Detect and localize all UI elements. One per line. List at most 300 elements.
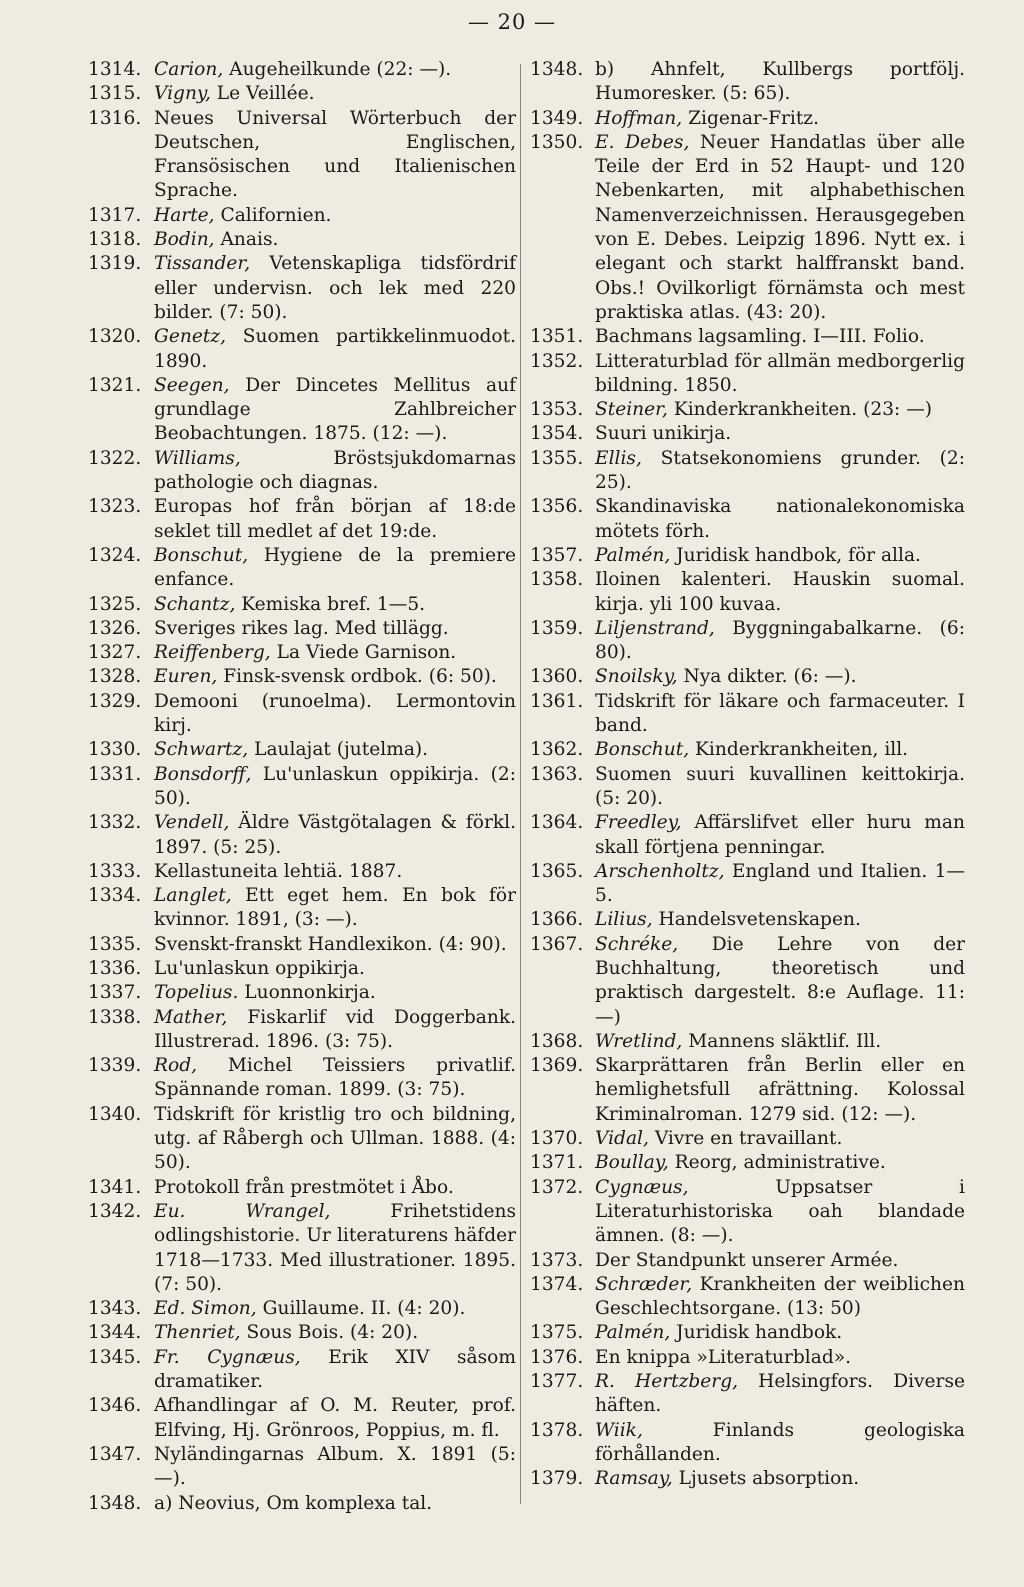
catalog-entry bbox=[530, 325, 965, 349]
entry-number: 1373. bbox=[530, 1249, 584, 1271]
entry-author: Bodin, bbox=[154, 229, 215, 251]
entry-author: Arschenholtz, bbox=[595, 860, 725, 882]
entry-number: 1338. bbox=[88, 1006, 142, 1028]
entry-number: 1322. bbox=[88, 447, 142, 469]
catalog-entry bbox=[88, 228, 516, 252]
catalog-entry bbox=[530, 665, 965, 689]
catalog-entry bbox=[88, 107, 516, 204]
entry-text bbox=[154, 1443, 516, 1492]
entry-title: Uppsatser i Literaturhistoriska oah blandade ämnen. (8: —). bbox=[595, 1176, 965, 1247]
entry-text bbox=[154, 1054, 516, 1103]
catalog-entry bbox=[530, 1419, 965, 1468]
catalog-entry bbox=[88, 1054, 516, 1103]
entry-author: Topelius. bbox=[154, 982, 239, 1004]
entry-text bbox=[154, 1321, 516, 1345]
catalog-entry bbox=[88, 1394, 516, 1443]
entry-title: Fiskarlif vid Doggerbank. Illustrerad. 1896. (3: 75). bbox=[154, 1006, 516, 1052]
entry-author: Ed. Simon, bbox=[154, 1298, 257, 1320]
catalog-entry bbox=[88, 495, 516, 544]
catalog-entry bbox=[88, 374, 516, 447]
entry-author: Bonschut, bbox=[595, 739, 690, 761]
catalog-entry bbox=[88, 544, 516, 593]
entry-text bbox=[154, 1492, 516, 1516]
entry-text bbox=[595, 1321, 965, 1345]
entry-number: 1335. bbox=[88, 933, 142, 955]
entry-author: Boullay, bbox=[595, 1152, 669, 1174]
entry-number: 1375. bbox=[530, 1322, 584, 1344]
catalog-entry bbox=[88, 1346, 516, 1395]
entry-author: Schréke, bbox=[595, 933, 679, 955]
entry-author: Vidal, bbox=[595, 1128, 649, 1150]
catalog-entry bbox=[88, 957, 516, 981]
entry-author: Carion, bbox=[154, 59, 224, 80]
catalog-entry bbox=[530, 1127, 965, 1151]
entry-text bbox=[595, 350, 965, 399]
entry-number: 1348. bbox=[530, 59, 584, 80]
catalog-entry bbox=[530, 860, 965, 909]
entry-title: Litteraturblad för allmän medborgerlig bildning. 1850. bbox=[595, 350, 965, 396]
entry-number: 1344. bbox=[88, 1322, 142, 1344]
entry-author: Liljenstrand, bbox=[595, 617, 715, 639]
entry-text bbox=[595, 1176, 965, 1249]
catalog-entry bbox=[88, 1200, 516, 1297]
entry-title: Finsk-svensk ordbok. (6: 50). bbox=[217, 666, 497, 688]
catalog-entry bbox=[88, 860, 516, 884]
entry-number: 1349. bbox=[530, 107, 584, 129]
entry-text bbox=[154, 811, 516, 860]
entry-number: 1315. bbox=[88, 83, 142, 105]
entry-title: Anais. bbox=[214, 229, 279, 251]
entry-text bbox=[154, 860, 516, 884]
entry-title: Ett eget hem. En bok för kvinnor. 1891, (3: —). bbox=[154, 885, 516, 931]
entry-title: Zigenar-Fritz. bbox=[682, 107, 820, 129]
left-column bbox=[88, 58, 516, 1516]
entry-number: 1336. bbox=[88, 957, 142, 979]
entry-title: Suomen suuri kuvallinen keittokirja. (5: 20). bbox=[595, 763, 965, 809]
entry-number: 1346. bbox=[88, 1395, 142, 1417]
entry-text bbox=[595, 131, 965, 325]
catalog-entry bbox=[88, 252, 516, 325]
entry-author: Schwartz, bbox=[154, 739, 249, 761]
entry-title: Skarprättaren från Berlin eller en hemlighetsfull afrättning. Kolossal Kriminalroman. 1279 sid. (12: —). bbox=[595, 1055, 965, 1125]
entry-author: Fr. Cygnæus, bbox=[154, 1346, 301, 1368]
entry-title: La Viede Garnison. bbox=[270, 642, 457, 664]
entry-text bbox=[154, 495, 516, 544]
entry-text bbox=[154, 252, 516, 325]
entry-title: Statsekonomiens grunder. (2: 25). bbox=[595, 447, 965, 494]
catalog-entry bbox=[88, 58, 516, 82]
entry-title: Tidskrift för läkare och farmaceuter. I band. bbox=[595, 690, 965, 737]
entry-title: Svenskt-franskt Handlexikon. (4: 90). bbox=[154, 933, 507, 955]
entry-author: Ramsay, bbox=[595, 1468, 673, 1490]
catalog-entry bbox=[530, 398, 965, 422]
entry-text bbox=[595, 495, 965, 544]
entry-title: Der Standpunkt unserer Armée. bbox=[595, 1249, 899, 1271]
entry-number: 1371. bbox=[530, 1152, 584, 1174]
entry-author: Vendell, bbox=[154, 812, 230, 834]
catalog-entry bbox=[88, 763, 516, 812]
entry-number: 1356. bbox=[530, 496, 584, 518]
entry-number: 1328. bbox=[88, 666, 142, 688]
catalog-entry bbox=[88, 811, 516, 860]
catalog-entry bbox=[530, 422, 965, 446]
catalog-entry bbox=[88, 738, 516, 762]
catalog-entry bbox=[88, 1103, 516, 1176]
entry-number: 1323. bbox=[88, 496, 142, 518]
entry-text bbox=[154, 593, 516, 617]
entry-number: 1361. bbox=[530, 690, 584, 712]
entry-number: 1363. bbox=[530, 763, 584, 785]
entry-text bbox=[154, 82, 516, 106]
catalog-entry bbox=[530, 738, 965, 762]
entry-title: Bröstsjukdomarnas pathologie och diagnas. bbox=[154, 447, 516, 494]
entry-author: Palmén, bbox=[595, 1322, 671, 1344]
entry-title: Laulajat (jutelma). bbox=[248, 739, 429, 761]
catalog-entry bbox=[88, 1492, 516, 1516]
entry-text bbox=[154, 374, 516, 447]
catalog-entry bbox=[530, 447, 965, 496]
entry-title: Hygiene de la premiere enfance. bbox=[154, 544, 516, 591]
entry-number: 1331. bbox=[88, 763, 142, 785]
entry-number: 1355. bbox=[530, 447, 584, 469]
entry-author: Palmén, bbox=[595, 544, 671, 566]
entry-text bbox=[595, 568, 965, 617]
entry-text bbox=[595, 1151, 965, 1175]
entry-number: 1364. bbox=[530, 812, 584, 834]
catalog-entry bbox=[530, 495, 965, 544]
entry-number: 1318. bbox=[88, 229, 142, 251]
entry-number: 1374. bbox=[530, 1273, 584, 1295]
entry-text bbox=[595, 58, 965, 107]
entry-text bbox=[595, 325, 965, 349]
entry-title: Byggningabalkarne. (6: 80). bbox=[595, 617, 965, 664]
catalog-entry bbox=[88, 1321, 516, 1345]
entry-number: 1316. bbox=[88, 107, 142, 129]
catalog-entry bbox=[88, 933, 516, 957]
entry-number: 1377. bbox=[530, 1371, 584, 1393]
entry-number: 1372. bbox=[530, 1176, 584, 1198]
entry-title: Erik XIV såsom dramatiker. bbox=[154, 1346, 516, 1393]
catalog-entry bbox=[530, 544, 965, 568]
entry-author: Ellis, bbox=[595, 447, 642, 469]
entry-title: Mannens släktlif. Ill. bbox=[682, 1030, 882, 1052]
catalog-entry bbox=[530, 933, 965, 1030]
entry-title: Affärslifvet eller huru man skall förtjena penningar. bbox=[595, 812, 965, 858]
catalog-entry bbox=[530, 131, 965, 325]
entry-author: Schræder, bbox=[595, 1273, 693, 1295]
entry-title: Ljusets absorption. bbox=[672, 1468, 860, 1490]
entry-title: Lu'unlaskun oppikirja. bbox=[154, 957, 365, 979]
entry-text bbox=[595, 860, 965, 909]
catalog-entry bbox=[530, 350, 965, 399]
entry-text bbox=[595, 1419, 965, 1468]
entry-title: Juridisk handbok, för alla. bbox=[670, 544, 921, 566]
entry-number: 1341. bbox=[88, 1176, 142, 1198]
entry-number: 1348. bbox=[88, 1492, 142, 1514]
entry-title: Die Lehre von der Buchhaltung, theoretisch und praktisch dargestelt. 8:e Auflage. 11: —) bbox=[595, 933, 965, 1028]
entry-title: Europas hof från början af 18:de seklet till medlet af det 19:de. bbox=[154, 496, 516, 542]
entry-number: 1369. bbox=[530, 1055, 584, 1077]
entry-number: 1320. bbox=[88, 326, 142, 348]
catalog-entry bbox=[530, 763, 965, 812]
entry-title: Neues Universal Wörterbuch der Deutschen, Englischen, Fransösischen und Italienischen Sprache. bbox=[154, 107, 516, 202]
page-number: — 20 — bbox=[467, 10, 557, 34]
entry-author: Rod, bbox=[154, 1055, 198, 1077]
catalog-entry bbox=[530, 617, 965, 666]
entry-text bbox=[154, 1103, 516, 1176]
entry-title: England und Italien. 1—5. bbox=[595, 860, 965, 907]
catalog-entry bbox=[530, 568, 965, 617]
entry-author: Seegen, bbox=[154, 374, 230, 396]
entry-number: 1329. bbox=[88, 690, 142, 712]
entry-title: Krankheiten der weiblichen Geschlechtsorgane. (13: 50) bbox=[595, 1273, 965, 1320]
entry-text bbox=[154, 763, 516, 812]
entry-text bbox=[595, 763, 965, 812]
entry-text bbox=[154, 738, 516, 762]
catalog-entry bbox=[530, 1273, 965, 1322]
entry-number: 1343. bbox=[88, 1298, 142, 1320]
entry-number: 1332. bbox=[88, 812, 142, 834]
entry-text bbox=[595, 811, 965, 860]
entry-author: Lilius, bbox=[595, 909, 653, 931]
entry-number: 1376. bbox=[530, 1346, 584, 1368]
entry-number: 1352. bbox=[530, 350, 584, 372]
entry-text bbox=[154, 1394, 516, 1443]
catalog-entry bbox=[530, 1054, 965, 1127]
entry-title: Helsingfors. Diverse häften. bbox=[595, 1371, 965, 1417]
entry-author: Schantz, bbox=[154, 593, 236, 615]
entry-title: Sous Bois. (4: 20). bbox=[240, 1322, 419, 1344]
entry-text bbox=[595, 398, 965, 422]
entry-author: Hoffman, bbox=[595, 107, 683, 129]
entry-text bbox=[595, 738, 965, 762]
catalog-entry bbox=[88, 1006, 516, 1055]
entry-title: Nyländingarnas Album. X. 1891 (5: —). bbox=[154, 1443, 516, 1490]
entry-number: 1379. bbox=[530, 1468, 584, 1490]
catalog-entry bbox=[530, 1467, 965, 1491]
entry-title: Reorg, administrative. bbox=[668, 1152, 886, 1174]
entry-text bbox=[154, 204, 516, 228]
catalog-entry bbox=[88, 1176, 516, 1200]
entry-title: Vivre en travaillant. bbox=[648, 1128, 843, 1150]
entry-author: Reiffenberg, bbox=[154, 642, 271, 664]
entry-text bbox=[154, 884, 516, 933]
entry-text bbox=[154, 665, 516, 689]
entry-title: Handelsvetenskapen. bbox=[652, 909, 861, 931]
column-divider bbox=[520, 64, 521, 1504]
entry-title: Äldre Västgötalagen & förkl. 1897. (5: 25). bbox=[154, 812, 516, 858]
catalog-entry bbox=[530, 690, 965, 739]
entry-title: Skandinaviska nationalekonomiska mötets förh. bbox=[595, 496, 965, 542]
entry-text bbox=[154, 544, 516, 593]
entry-author: Tissander, bbox=[154, 253, 251, 275]
entry-text bbox=[595, 422, 965, 446]
catalog-entry bbox=[530, 107, 965, 131]
entry-text bbox=[154, 641, 516, 665]
entry-text bbox=[595, 1054, 965, 1127]
catalog-entry bbox=[88, 641, 516, 665]
entry-number: 1326. bbox=[88, 617, 142, 639]
entry-text bbox=[595, 665, 965, 689]
entry-text bbox=[154, 107, 516, 204]
entry-text bbox=[595, 107, 965, 131]
catalog-entry bbox=[88, 1443, 516, 1492]
entry-number: 1327. bbox=[88, 642, 142, 664]
entry-number: 1325. bbox=[88, 593, 142, 615]
entry-author: Vigny, bbox=[154, 83, 211, 105]
entry-text bbox=[595, 447, 965, 496]
entry-number: 1333. bbox=[88, 860, 142, 882]
entry-text bbox=[595, 933, 965, 1030]
entry-title: Finlands geologiska förhållanden. bbox=[595, 1419, 965, 1465]
entry-author: Thenriet, bbox=[154, 1322, 241, 1344]
entry-number: 1314. bbox=[88, 59, 142, 80]
entry-author: Cygnæus, bbox=[595, 1176, 689, 1198]
entry-number: 1351. bbox=[530, 326, 584, 348]
entry-title: Juridisk handbok. bbox=[670, 1322, 843, 1344]
entry-number: 1354. bbox=[530, 423, 584, 445]
entry-author: Harte, bbox=[154, 204, 215, 226]
entry-text bbox=[595, 1273, 965, 1322]
entry-title: Le Veillée. bbox=[210, 83, 315, 105]
entry-title: Tidskrift för kristlig tro och bildning, utg. af Råbergh och Ullman. 1888. (4: 50). bbox=[154, 1103, 516, 1174]
entry-number: 1334. bbox=[88, 885, 142, 907]
entry-title: Kellastuneita lehtiä. 1887. bbox=[154, 860, 403, 882]
entry-number: 1378. bbox=[530, 1419, 584, 1441]
entry-text bbox=[154, 1346, 516, 1395]
entry-title: a) Neovius, Om komplexa tal. bbox=[154, 1492, 433, 1514]
entry-text bbox=[595, 1467, 965, 1491]
entry-number: 1347. bbox=[88, 1443, 142, 1465]
entry-text bbox=[154, 690, 516, 739]
entry-number: 1317. bbox=[88, 204, 142, 226]
entry-title: Frihetstidens odlingshistorie. Ur literaturens häfder 1718—1733. Med illustrationer. 1895. (7: 50). bbox=[154, 1200, 516, 1295]
entry-number: 1337. bbox=[88, 982, 142, 1004]
entry-number: 1321. bbox=[88, 374, 142, 396]
entry-title: Guillaume. II. (4: 20). bbox=[256, 1298, 466, 1320]
entry-author: Euren, bbox=[154, 666, 218, 688]
entry-title: Protokoll från prestmötet i Åbo. bbox=[154, 1176, 454, 1198]
entry-text bbox=[595, 1127, 965, 1151]
entry-text bbox=[154, 58, 516, 82]
entry-author: Mather, bbox=[154, 1006, 228, 1028]
catalog-entry bbox=[530, 908, 965, 932]
entry-number: 1350. bbox=[530, 131, 584, 153]
entry-number: 1368. bbox=[530, 1030, 584, 1052]
catalog-entry bbox=[88, 981, 516, 1005]
entry-text bbox=[154, 957, 516, 981]
catalog-entry bbox=[530, 1151, 965, 1175]
catalog-entry bbox=[88, 447, 516, 496]
catalog-entry bbox=[88, 204, 516, 228]
catalog-entry bbox=[88, 82, 516, 106]
entry-author: Langlet, bbox=[154, 885, 232, 907]
entry-title: Kinderkrankheiten, ill. bbox=[689, 739, 909, 761]
entry-text bbox=[154, 617, 516, 641]
entry-number: 1330. bbox=[88, 739, 142, 761]
entry-number: 1366. bbox=[530, 909, 584, 931]
entry-text bbox=[154, 1297, 516, 1321]
catalog-entry bbox=[88, 593, 516, 617]
entry-title: Augeheilkunde (22: —). bbox=[223, 59, 452, 80]
entry-title: Nya dikter. (6: —). bbox=[677, 666, 857, 688]
catalog-entry bbox=[530, 1321, 965, 1345]
entry-text bbox=[595, 690, 965, 739]
catalog-entry bbox=[530, 1370, 965, 1419]
entry-title: b) Ahnfelt, Kullbergs portfölj. Humoresker. (5: 65). bbox=[595, 59, 965, 105]
catalog-entry bbox=[88, 690, 516, 739]
entry-title: Bachmans lagsamling. I—III. Folio. bbox=[595, 326, 925, 348]
catalog-entry bbox=[530, 1176, 965, 1249]
entry-text bbox=[595, 544, 965, 568]
entry-text bbox=[154, 933, 516, 957]
entry-author: Bonsdorff, bbox=[154, 763, 252, 785]
entry-number: 1365. bbox=[530, 860, 584, 882]
entry-title: Demooni (runoelma). Lermontovin kirj. bbox=[154, 690, 516, 737]
entry-text bbox=[595, 1370, 965, 1419]
entry-author: R. Hertzberg, bbox=[595, 1371, 739, 1393]
entry-title: Michel Teissiers privatlif. Spännande roman. 1899. (3: 75). bbox=[154, 1055, 516, 1101]
catalog-entry bbox=[88, 325, 516, 374]
entry-author: Wiik, bbox=[595, 1419, 643, 1441]
entry-title: Der Dincetes Mellitus auf grundlage Zahlbreicher Beobachtungen. 1875. (12: —). bbox=[154, 374, 516, 445]
entry-author: Snoilsky, bbox=[595, 666, 678, 688]
entry-text bbox=[154, 981, 516, 1005]
entry-title: Sveriges rikes lag. Med tillägg. bbox=[154, 617, 449, 639]
entry-title: Afhandlingar af O. M. Reuter, prof. Elfving, Hj. Grönroos, Poppius, m. fl. bbox=[154, 1395, 516, 1441]
entry-text bbox=[154, 1200, 516, 1297]
entry-text bbox=[154, 325, 516, 374]
entry-number: 1357. bbox=[530, 544, 584, 566]
entry-author: Eu. Wrangel, bbox=[154, 1200, 331, 1222]
entry-author: Steiner, bbox=[595, 399, 668, 421]
catalog-entry bbox=[530, 1030, 965, 1054]
catalog-entry bbox=[530, 811, 965, 860]
catalog-entry bbox=[88, 665, 516, 689]
entry-title: Luonnonkirja. bbox=[238, 982, 376, 1004]
entry-author: E. Debes, bbox=[595, 131, 690, 153]
entry-author: Williams, bbox=[154, 447, 241, 469]
entry-text bbox=[154, 1006, 516, 1055]
catalog-entry bbox=[88, 617, 516, 641]
entry-text bbox=[595, 617, 965, 666]
catalog-entry bbox=[88, 1297, 516, 1321]
catalog-entry bbox=[530, 1346, 965, 1370]
entry-number: 1342. bbox=[88, 1200, 142, 1222]
entry-text bbox=[154, 228, 516, 252]
entry-author: Genetz, bbox=[154, 326, 227, 348]
entry-title: Kinderkrankheiten. (23: —) bbox=[667, 399, 933, 421]
entry-number: 1339. bbox=[88, 1055, 142, 1077]
catalog-entry bbox=[530, 1249, 965, 1273]
entry-title: Vetenskapliga tidsfördrif eller undervisn. och lek med 220 bilder. (7: 50). bbox=[154, 253, 516, 323]
right-column bbox=[530, 58, 965, 1492]
entry-text bbox=[595, 1249, 965, 1273]
entry-number: 1370. bbox=[530, 1128, 584, 1150]
entry-number: 1360. bbox=[530, 666, 584, 688]
entry-number: 1362. bbox=[530, 739, 584, 761]
entry-number: 1359. bbox=[530, 617, 584, 639]
entry-title: Suuri unikirja. bbox=[595, 423, 732, 445]
catalog-entry bbox=[88, 884, 516, 933]
entry-number: 1353. bbox=[530, 399, 584, 421]
catalog-entry bbox=[530, 58, 965, 107]
entry-number: 1345. bbox=[88, 1346, 142, 1368]
entry-text bbox=[154, 1176, 516, 1200]
entry-title: En knippa »Literaturblad». bbox=[595, 1346, 852, 1368]
entry-number: 1319. bbox=[88, 253, 142, 275]
entry-title: Neuer Handatlas über alle Teile der Erd in 52 Haupt- und 120 Nebenkarten, mit alphabethischen Namenverzeichnissen. Herausgegeben von E. Debes. Leipzig 1896. Nytt ex. i elegant och starkt halffranskt band. Obs.! Ovilkorligt förnämsta och mest praktiska atlas. (43: 20). bbox=[595, 131, 965, 323]
